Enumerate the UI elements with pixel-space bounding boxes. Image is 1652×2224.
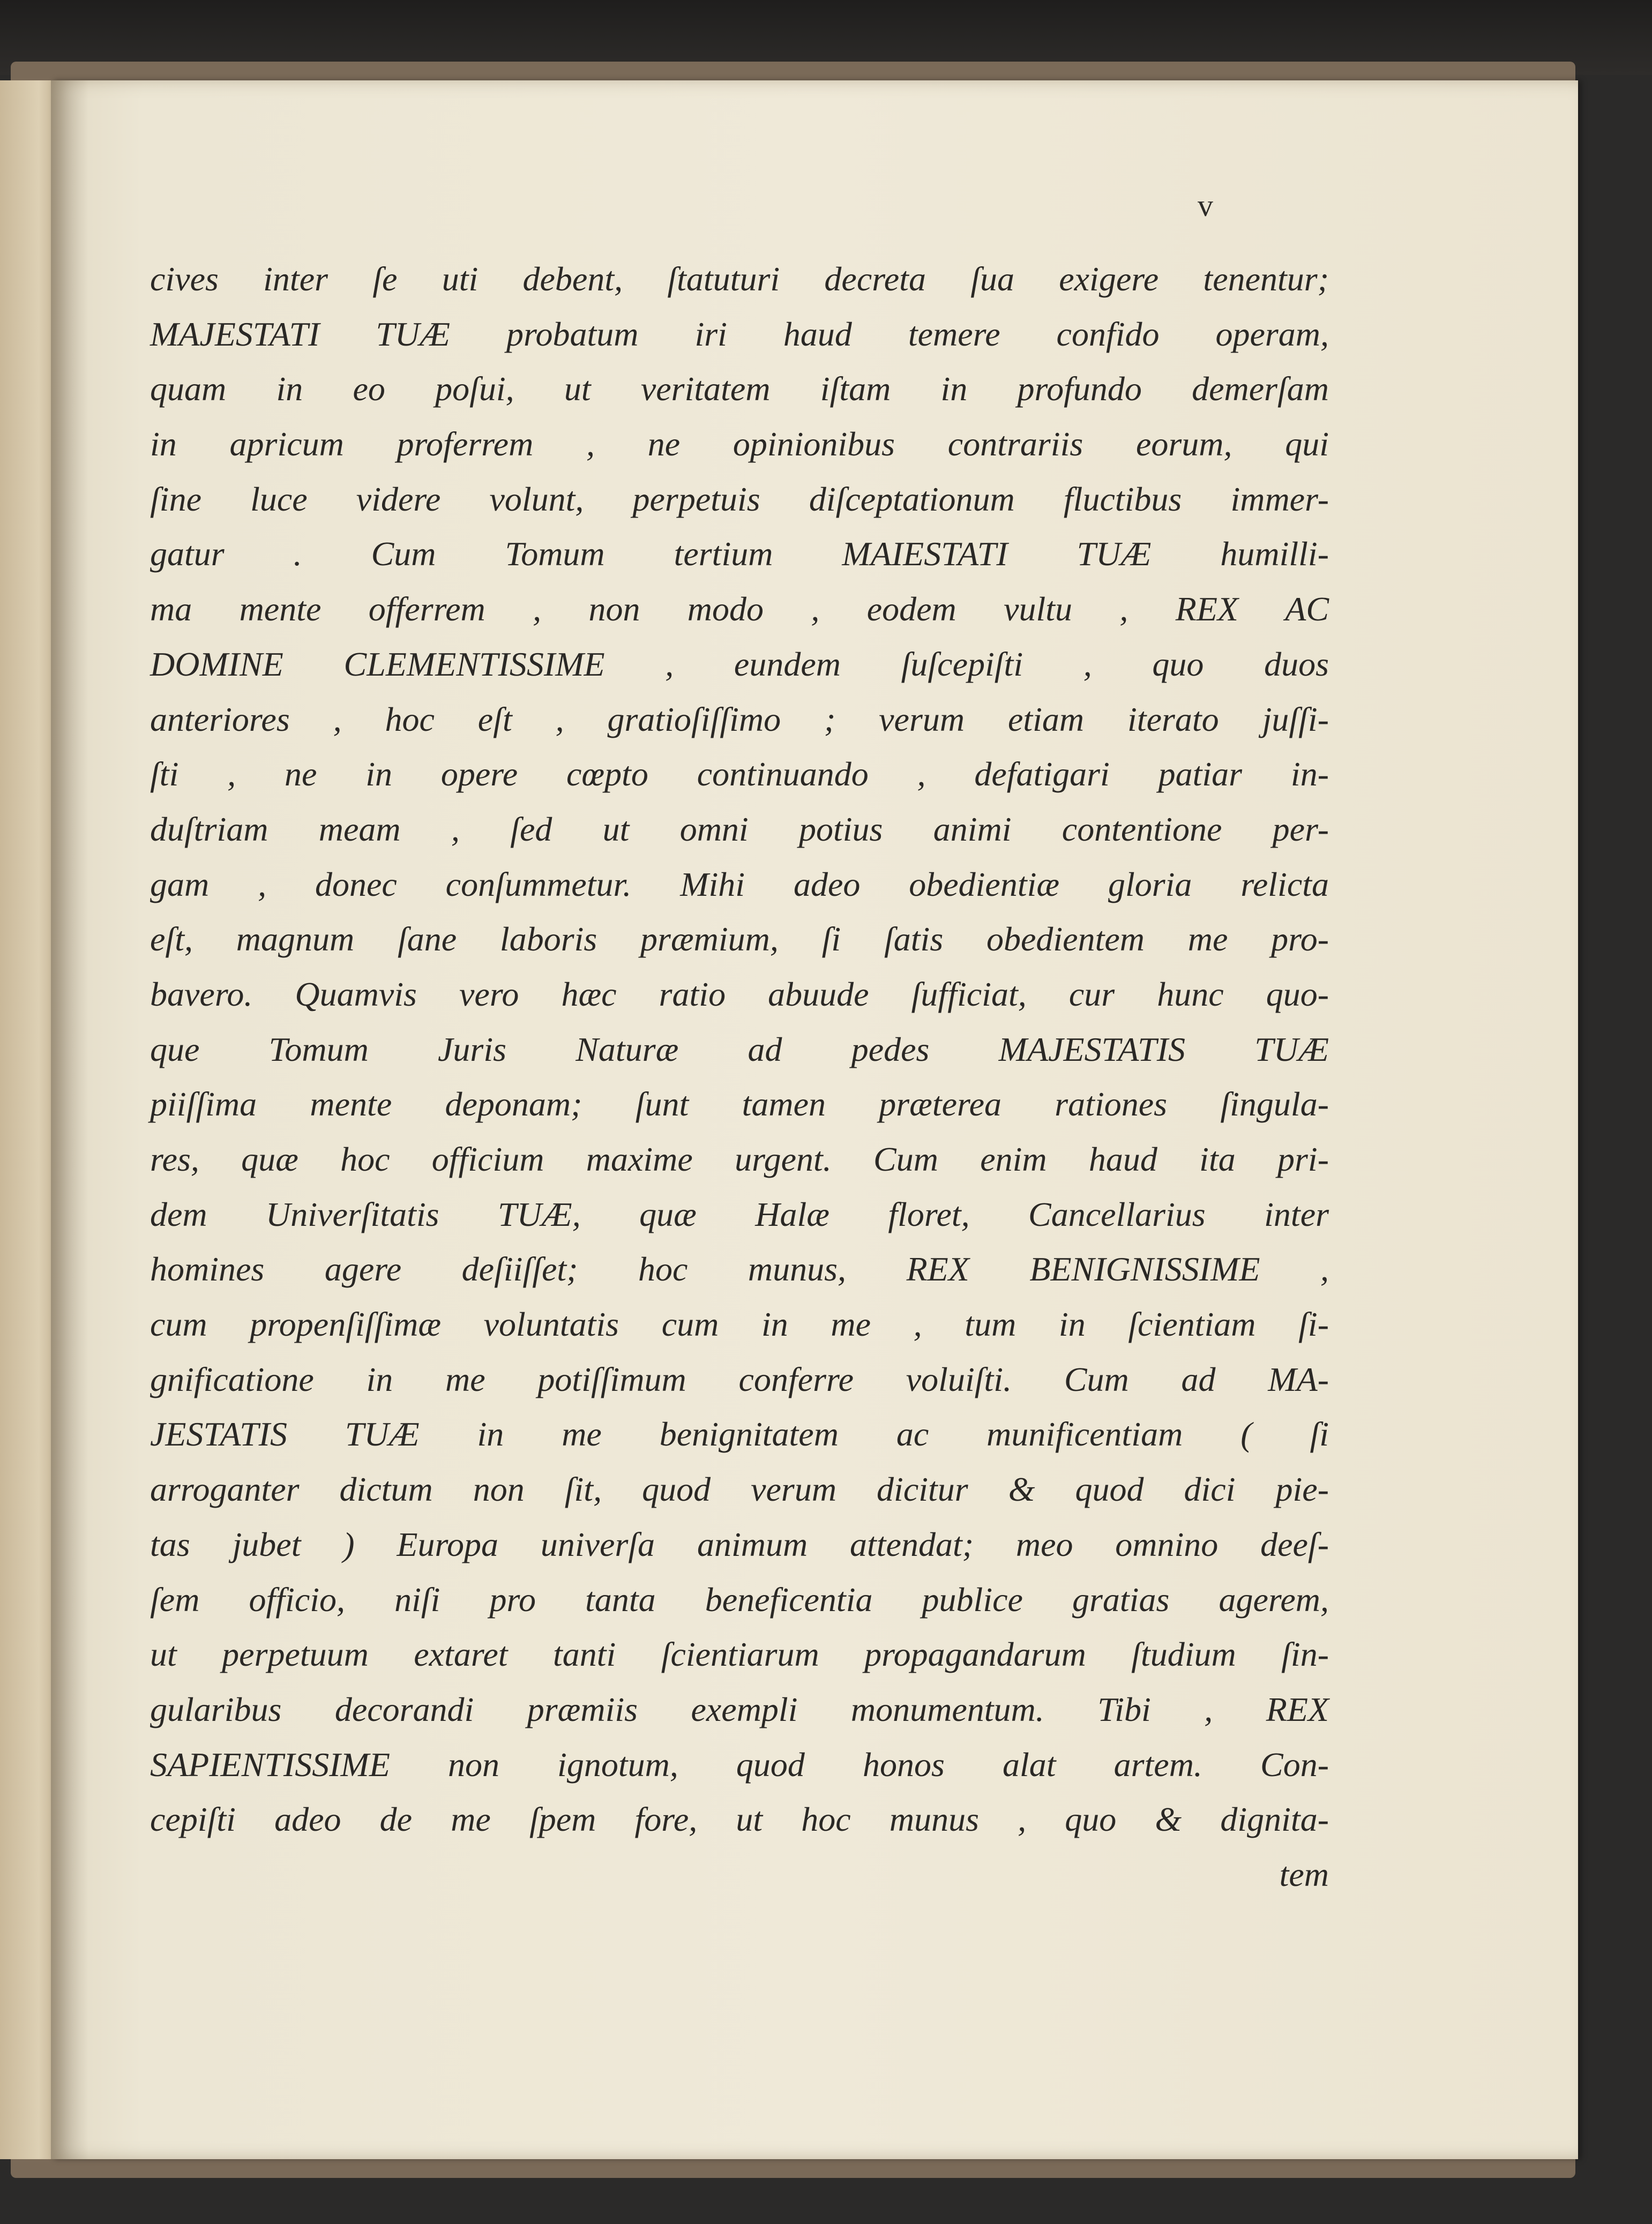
text-line: res, quæ hoc officium maxime urgent. Cum enim haud ita pri- <box>150 1140 1329 1178</box>
text-line: SAPIENTISSIME non ignotum, quod honos alat artem. Con- <box>150 1745 1329 1784</box>
gutter-shadow <box>51 80 88 2159</box>
text-line: duſtriam meam , ſed ut omni potius animi contentione per- <box>150 810 1329 848</box>
text-line: MAJESTATI TUÆ probatum iri haud temere confido operam, <box>150 314 1329 353</box>
text-line: ſti , ne in opere cœpto continuando , defatigari patiar in- <box>150 755 1329 793</box>
text-line: bavero. Quamvis vero hæc ratio abuude ſufficiat, cur hunc quo- <box>150 975 1329 1013</box>
text-line: ma mente offerrem , non modo , eodem vultu , REX AC <box>150 590 1329 628</box>
text-line: gnificatione in me potiſſimum conferre voluiſti. Cum ad MA- <box>150 1360 1329 1398</box>
text-line: ut perpetuum extaret tanti ſcientiarum propagandarum ſtudium ſin- <box>150 1635 1329 1674</box>
text-line: ſine luce videre volunt, perpetuis diſceptationum fluctibus immer- <box>150 480 1329 518</box>
text-line: eſt, magnum ſane laboris præmium, ſi ſatis obedientem me pro- <box>150 920 1329 959</box>
text-line: JESTATIS TUÆ in me benignitatem ac munificentiam ( ſi <box>150 1415 1329 1454</box>
text-line: ſem officio, niſi pro tanta beneficentia publice gratias agerem, <box>150 1580 1329 1619</box>
text-line: in apricum proferrem , ne opinionibus contrariis eorum, qui <box>150 425 1329 463</box>
text-line: dem Univerſitatis TUÆ, quæ Halæ floret, Cancellarius inter <box>150 1195 1329 1233</box>
text-line: cum propenſiſſimæ voluntatis cum in me , tum in ſcientiam ſi- <box>150 1305 1329 1344</box>
page-number: v <box>1198 188 1214 223</box>
text-line: anteriores , hoc eſt , gratioſiſſimo ; verum etiam iterato juſſi- <box>150 700 1329 738</box>
text-line: piiſſima mente deponam; ſunt tamen præterea rationes ſingula- <box>150 1085 1329 1124</box>
text-line: gularibus decorandi præmiis exempli monumentum. Tibi , REX <box>150 1690 1329 1728</box>
catchword: tem <box>1279 1855 1329 1893</box>
text-line: cepiſti adeo de me ſpem fore, ut hoc munus , quo & dignita- <box>150 1800 1329 1839</box>
text-line: arroganter dictum non ſit, quod verum dicitur & quod dici pie- <box>150 1470 1329 1509</box>
text-line: tas jubet ) Europa univerſa animum attendat; meo omnino deeſ- <box>150 1525 1329 1563</box>
text-line: homines agere deſiiſſet; hoc munus, REX BENIGNISSIME , <box>150 1250 1329 1289</box>
text-line: cives inter ſe uti debent, ſtatuturi decreta ſua exigere tenentur; <box>150 260 1329 298</box>
text-line: quam in eo poſui, ut veritatem iſtam in profundo demerſam <box>150 370 1329 408</box>
body-text <box>150 252 1329 1903</box>
text-line: gam , donec conſummetur. Mihi adeo obedientiæ gloria relicta <box>150 865 1329 903</box>
text-line: gatur . Cum Tomum tertium MAIESTATI TUÆ humilli- <box>150 535 1329 573</box>
text-line: que Tomum Juris Naturæ ad pedes MAJESTATIS TUÆ <box>150 1030 1329 1068</box>
text-line: DOMINE CLEMENTISSIME , eundem ſuſcepiſti , quo duos <box>150 645 1329 683</box>
book-page <box>51 80 1578 2159</box>
